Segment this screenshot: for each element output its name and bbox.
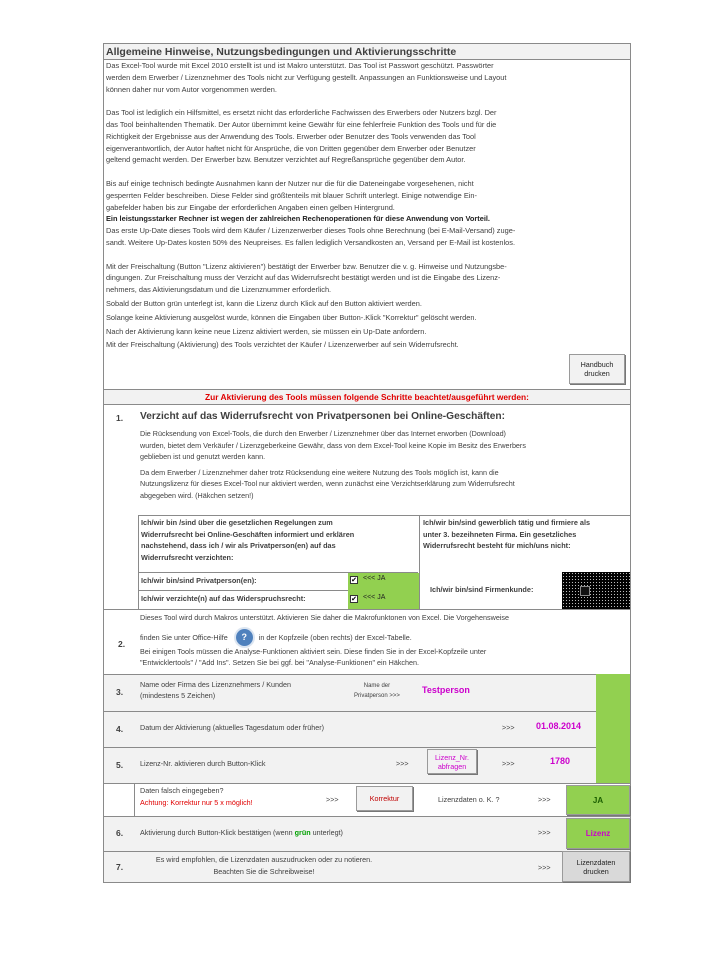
step5-arrow2: >>> [502,759,515,768]
business-customer-label: Ich/wir bin/sind Firmenkunde: [430,585,534,594]
data-ok-label: Lizenzdaten o. K. ? [438,795,500,804]
step1-text-line: Die Rücksendung von Excel-Tools, die durch den Erwerber / Lizenznehmer über das Internet erworben (Download) [140,429,506,438]
private-waiver-text [141,517,354,563]
correction-warning: Achtung: Korrektur nur 5 x möglich! [140,798,253,807]
business-customer-checkbox[interactable] [580,586,590,596]
business-line: Ich/wir bin/sind gewerblich tätig und firmiere als [423,518,591,527]
step7-line: Es wird empfohlen, die Lizenzdaten auszudrucken oder zu notieren. [155,855,373,864]
step-number: 2. [118,639,126,649]
step2-line: in der Kopfzeile (oben rechts) der Excel-Tabelle. [258,632,412,642]
step-number: 6. [116,828,124,838]
print-license-data-label-1: Lizenzdaten [576,857,616,867]
step1-text [140,428,526,502]
private-person-label: Ich/wir bin/sind Privatperson(en): [141,576,257,585]
intro-line: Sobald der Button grün unterlegt ist, kann die Lizenz durch Klick auf den Button aktiviert werden. [106,298,422,308]
data-ok-arrow: >>> [538,795,551,804]
activate-license-button[interactable]: Lizenz [566,818,630,849]
license-number-request-label-2: abfragen [437,761,467,771]
status-cell [596,674,630,711]
waiver-checkbox[interactable]: ✔ [351,596,357,603]
step1-text-line: Da dem Erwerber / Lizenznehmer daher trotz Rücksendung eine weitere Nutzung des Tools möglich ist, kann die [140,467,499,477]
intro-line: Richtigkeit der Ergebnisse aus der Anwendung des Tools. Erwerber oder Benutzer des Tools verwenden das Tool [106,131,476,141]
status-cell [596,711,630,747]
divider [104,609,630,610]
step-number: 4. [116,724,124,734]
divider [138,515,630,516]
steps-banner: Zur Aktivierung des Tools müssen folgende Schritte beachtet/ausgeführt werden: [104,389,630,405]
correction-text [140,785,253,809]
print-license-data-label-2: drucken [583,866,609,876]
step7-line: Beachten Sie die Schreibweise! [213,867,315,876]
step7-text [144,854,384,878]
intro-line: geltend gemacht werden. Der Erwerber bzw. Benutzer verzichtet auf Regreßansprüche gegenüber dem Autor. [106,155,466,165]
step4-arrow: >>> [502,723,515,732]
private-waiver-line: Ich/wir bin /sind über die gesetzlichen Regelungen zum [141,518,333,527]
step6-label-part: Aktivierung durch Button-Klick bestätigen (wenn [140,828,295,837]
step2-text [140,612,509,669]
intro-line: Solange keine Aktivierung ausgelöst wurde, können die Eingaben über Button-.Klick "Korrektur" gelöscht werden. [106,312,477,322]
intro-line: können daher nur vom Autor vorgenommen werden. [106,84,277,94]
intro-line: Mit der Freischaltung (Button "Lizenz aktivieren") bestätigt der Erwerber bzw. Benutzer die v. g. Hinweise und Nutzungsbe- [106,261,507,271]
license-number-request-label-1: Lizenz_Nr. [435,752,469,762]
step3-hint-line: Privatperson >>> [354,693,400,699]
step3-hint [354,681,400,701]
intro-line: dingungen. Zur Freischaltung muss der Verzicht auf das Widerrufsrecht bestätigt werden und ist die Eingabe des Lizenz- [106,273,501,283]
step6-arrow: >>> [538,828,551,837]
intro-line: eigenverantwortlich, der Autor haftet nicht für Ansprüche, die von Dritten gegenüber dem Erwerber oder Benutzer [106,143,476,153]
intro-line: Mit der Freischaltung (Aktivierung) des Tools verzichtet der Käufer / Lizenzerwerber auf sein Widerrufsrecht. [106,340,459,350]
step-number: 1. [116,413,124,423]
intro-line [106,166,626,178]
print-manual-label-2: drucken [584,369,610,378]
intro-line: nehmers, das Aktivierungsdatum und die Lizenznummer erforderlich. [106,285,332,295]
intro-line: Das erste Up-Date dieses Tools wird dem Käufer / Lizenzerwerber dieses Tools ohne Berechnung (bei E-Mail-Versand) zuge- [106,226,516,236]
intro-line: Das Tool ist lediglich ein Hilfsmittel, es ersetzt nicht das erforderliche Fachwissen des Erwerbers oder Nutzers bzgl. Der [106,108,497,118]
correction-button[interactable]: Korrektur [356,786,413,811]
correction-arrow: >>> [326,795,339,804]
intro-line: werden dem Erwerber / Lizenznehmer des Tools nicht zur Verfügung gestellt. Anpassungen an Funktionsweise und Layout [106,72,507,82]
step6-label [140,827,343,839]
step2-line: "Entwicklertools" / "Add Ins". Setzen Sie bei ggf. bei "Analyse-Funktionen" ein Häkchen. [140,658,419,668]
divider [419,515,420,609]
print-manual-label-1: Handbuch [580,360,614,369]
step2-line: Bei einigen Tools müssen die Analyse-Funktionen aktiviert sein. Diese finden Sie in der Excel-Kopfzeile unter [140,646,487,656]
waiver-label: Ich/wir verzichte(n) auf das Widerspruchsrecht: [141,594,306,603]
intro-bold-line: Ein leistungsstarker Rechner ist wegen der zahlreichen Rechenoperationen für diese Anwendung von Vorteil. [106,214,490,224]
step1-text-line: abgegeben wird. (Häkchen setzen!) [140,490,254,500]
step3-label [140,679,291,701]
divider [138,515,139,609]
confirm-data-ok-button[interactable]: JA [566,785,630,815]
intro-line: gabefelder haben bis zur Eingabe der erforderlichen Angaben einen gelben Hintergrund. [106,202,395,212]
licensee-name-input[interactable]: Testperson [422,685,470,695]
step2-line: finden Sie unter Office-Hilfe [140,632,228,642]
print-license-data-button[interactable] [562,851,630,882]
print-manual-button[interactable] [569,354,625,384]
step1-text-line: wurden, bietet dem Verkäufer / Lizenzgeberkeine Gewähr, dass von dem Excel-Tool keine Kopie im Besitz des Erwerbers [140,440,526,450]
intro-line [106,95,626,107]
step3-label-line: Name oder Firma des Lizenznehmers / Kunden [140,680,292,689]
step-number: 3. [116,687,124,697]
license-number-request-button[interactable] [427,749,477,774]
step3-label-line: (mindestens 5 Zeichen) [140,691,216,700]
waiver-ja: <<< JA [363,594,386,601]
step2-line: Dieses Tool wird durch Makros unterstützt. Aktivieren Sie daher die Makrofunktonen von Excel. Die Vorgehensweise [140,613,510,622]
intro-line [106,249,626,261]
activation-date-input[interactable]: 01.08.2014 [536,721,582,731]
business-line: Widerrufsrecht besteht für mich/uns nicht: [423,541,571,551]
step7-arrow: >>> [538,863,551,872]
intro-line: das Tool beinhaltenden Thematik. Der Autor übernimmt keine Gewähr für eine fehlerfreie Funktion des Tools und für die [106,119,497,129]
private-waiver-line: Widerrufsrecht bei Online-Geschäften informiert und erklären [141,529,355,539]
private-person-ja: <<< JA [363,575,386,582]
business-customer-cell[interactable] [562,572,630,609]
step1-text-line: Nutzungslizenz für dieses Excel-Tool nur aktiviert werden, wenn zunächst eine Verzichtserklärung zum Widerrufsrecht [140,479,515,489]
license-number-value: 1780 [550,756,571,766]
private-person-checkbox[interactable]: ✔ [351,577,357,584]
step1-text-line: geblieben ist und genutzt werden kann. [140,452,266,462]
intro-text [106,60,626,351]
private-waiver-line: nachstehend, dass ich / wir als Privatperson(en) auf das [141,541,336,551]
page-title: Allgemeine Hinweise, Nutzungsbedingungen und Aktivierungsschritte [104,44,630,60]
help-icon[interactable]: ? [236,629,253,646]
step5-label: Lizenz-Nr. aktivieren durch Button-Klick [140,759,266,768]
step-number: 5. [116,760,124,770]
step4-label: Datum der Aktivierung (aktuelles Tagesdatum oder früher) [140,723,325,732]
intro-line: gesperrten Felder beschreiben. Diese Felder sind größtenteils mit blauer Schrift unterlegt. Einige notwendige Ein- [106,190,477,200]
business-line: unter 3. bezeihneten Firma. Ein gesetzliches [423,529,577,539]
step6-label-part: unterlegt) [310,828,343,837]
step1-heading: Verzicht auf das Widerrufsrecht von Privatpersonen bei Online-Geschäften: [140,411,506,422]
business-text [423,517,590,552]
status-cell [596,747,630,783]
step3-hint-line: Name der [363,683,391,689]
step6-label-green: grün [294,828,311,837]
terms-sheet [103,43,631,883]
step-number: 7. [116,862,124,872]
step5-arrow: >>> [396,759,409,768]
intro-line: sandt. Weitere Up-Dates kosten 50% des Neupreises. Es fallen lediglich Versandkosten an, Versand per E-Mail ist kostenlos. [106,237,516,247]
private-waiver-line: Widerrufsrecht verzichten: [141,552,234,562]
intro-line: Das Excel-Tool wurde mit Excel 2010 erstellt ist und ist Makro unterstützt. Das Tool ist Passwort geschützt. Passwörter [106,61,494,70]
correction-question: Daten falsch eingegeben? [140,786,224,795]
intro-line: Nach der Aktivierung kann keine neue Lizenz aktiviert werden, sie müssen ein Up-Date anfordern. [106,326,427,336]
intro-line: Bis auf einige technisch bedingte Ausnahmen kann der Nutzer nur die für die Dateneingabe vorgesehenen, nicht [106,178,474,188]
